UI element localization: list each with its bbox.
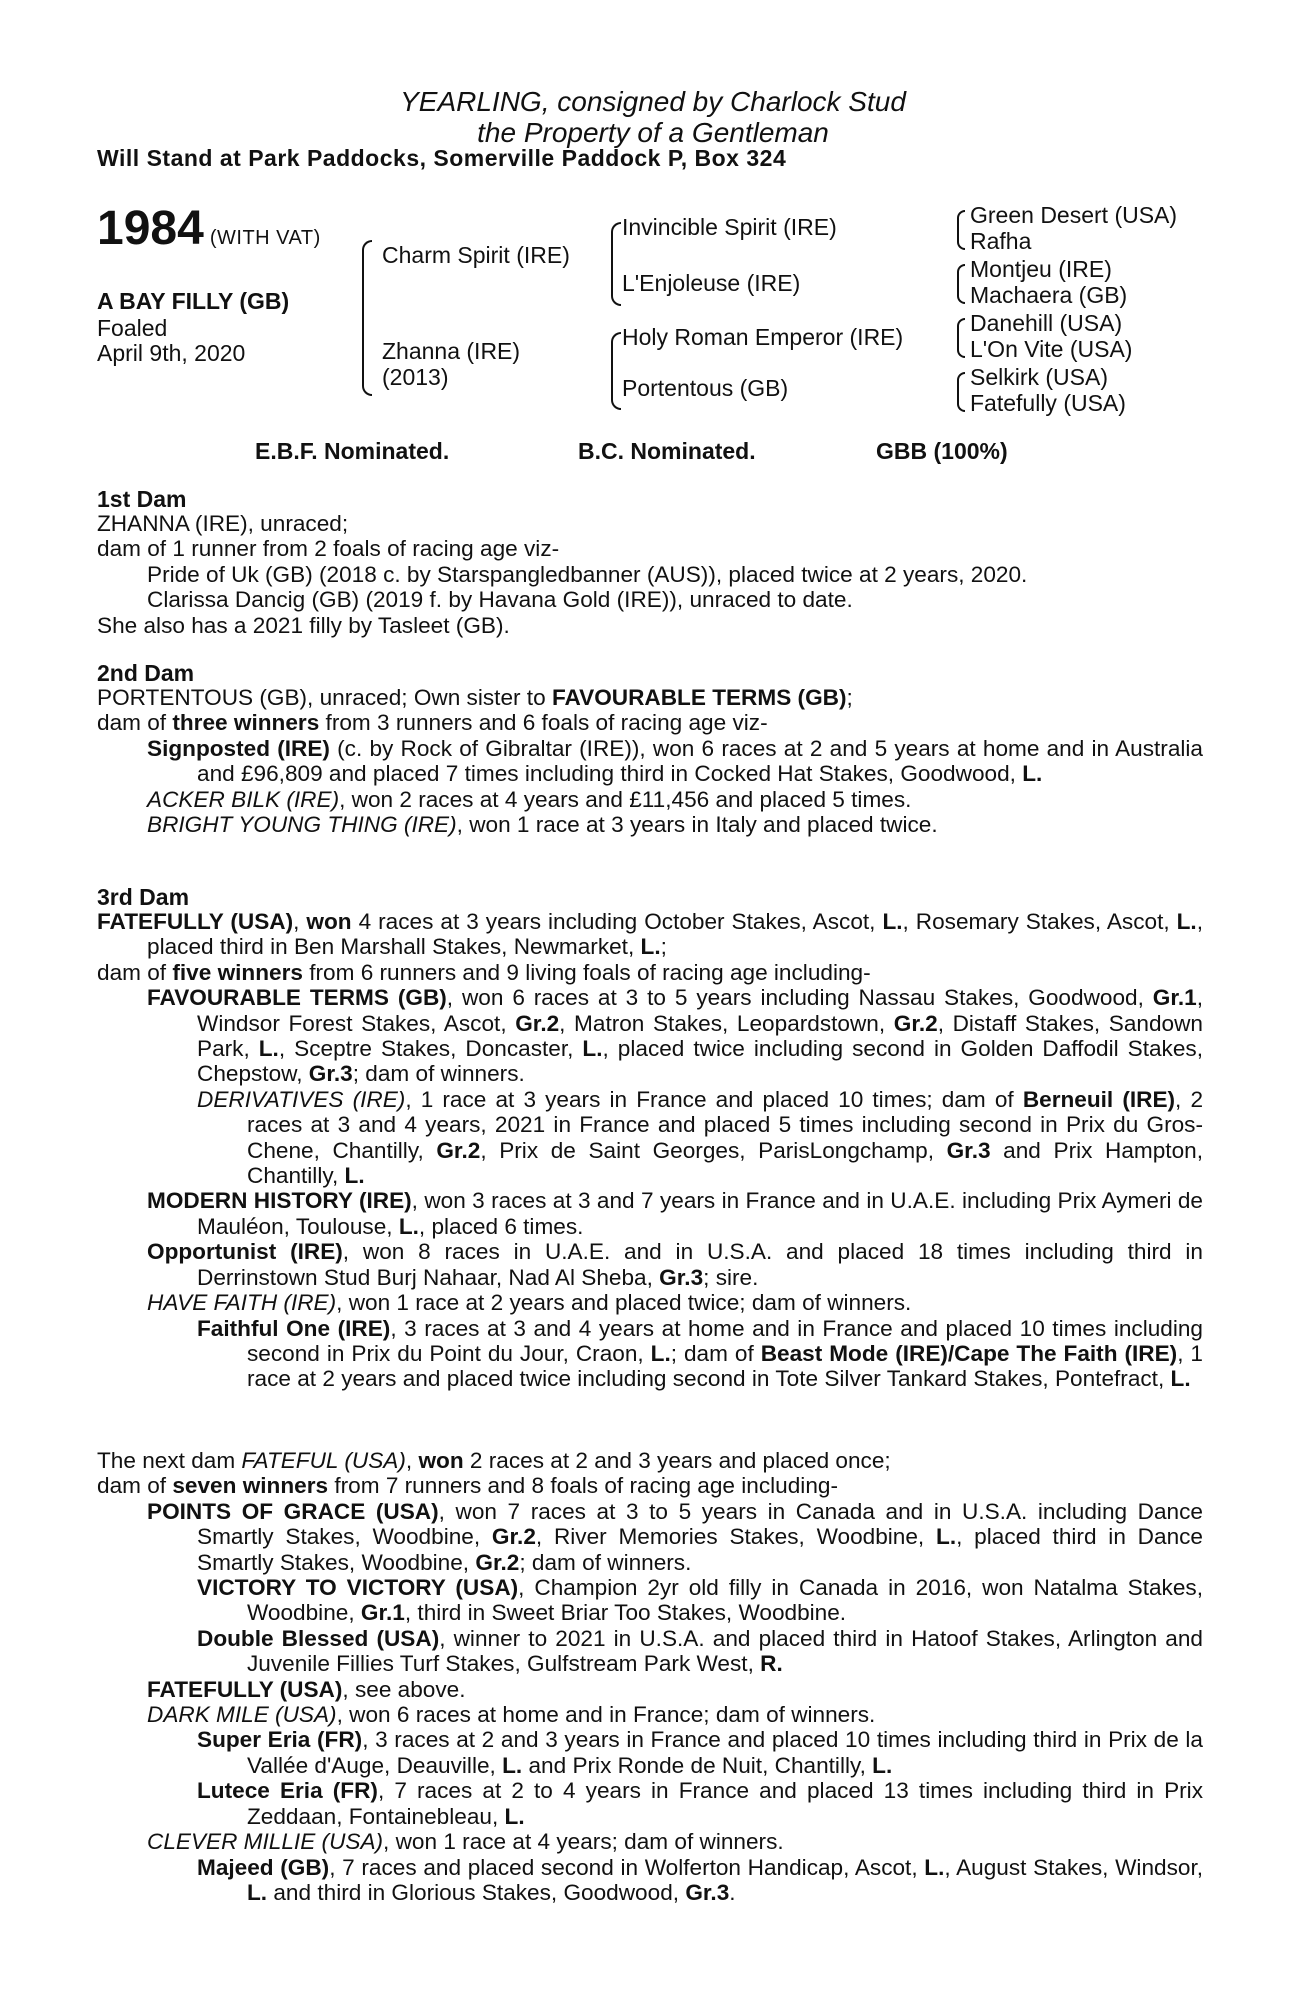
first-dam-produce: Pride of Uk (GB) (2018 c. by Starspangledbanner (AUS)), placed twice at 2 years, 2020. [147, 561, 1028, 587]
third-dam-line [97, 909, 1203, 960]
text-run: , 7 races and placed second in Wolferton Handicap, Ascot, [329, 1854, 925, 1880]
pedigree-sdd: Machaera (GB) [970, 282, 1128, 308]
text-run: , placed twice including second in Golden Daffodil Stakes, Chepstow, [197, 1036, 1203, 1087]
third-dam-text [97, 909, 1203, 1392]
text-run: DARK MILE (USA) [147, 1702, 337, 1728]
text-run: , Champion 2yr old filly in Canada in 2016, won Natalma Stakes, Woodbine, [247, 1575, 1203, 1626]
text-run: , 3 races at 3 and 4 years at home and in France and placed 10 times including second in Prix du Point du Jour, Craon, [247, 1315, 1203, 1366]
first-dam-line: She also has a 2021 filly by Tasleet (GB). [97, 612, 510, 638]
produce-entry [97, 1829, 1203, 1854]
pedigree-dsd: L'On Vite (USA) [970, 336, 1133, 362]
text-run: L. [872, 1752, 893, 1778]
text-run: L. [1022, 761, 1043, 787]
text-run: Gr.1 [360, 1600, 405, 1626]
text-run: dam of [97, 959, 173, 985]
first-dam-produce: Clarissa Dancig (GB) (2019 f. by Havana Gold (IRE)), unraced to date. [147, 587, 853, 613]
text-run: L. [398, 1213, 419, 1239]
produce-entry [97, 1188, 1203, 1239]
produce-entry [97, 736, 1203, 787]
first-dam-heading: 1st Dam [97, 486, 187, 512]
text-run: FATEFUL (USA) [241, 1448, 406, 1473]
text-run: . [729, 1879, 736, 1905]
text-run: Majeed (GB) [197, 1854, 330, 1880]
text-run: , placed third in Ben Marshall Stakes, Newmarket, [147, 909, 1203, 960]
text-run: L. [650, 1340, 671, 1366]
text-run: L. [502, 1752, 523, 1778]
ebf-nomination: E.B.F. Nominated. [255, 438, 450, 464]
text-run: seven winners [172, 1473, 329, 1499]
pedigree-sss: Green Desert (USA) [970, 202, 1178, 228]
pedigree-ssd: Rafha [970, 228, 1032, 254]
text-run: from 6 runners and 9 living foals of racing age including- [302, 959, 871, 985]
text-run: and Prix Ronde de Nuit, Chantilly, [522, 1752, 873, 1778]
pedigree-dss: Danehill (USA) [970, 310, 1123, 336]
produce-entry [97, 1290, 1203, 1315]
gbb-rating: GBB (100%) [876, 438, 1008, 464]
text-run: , Prix de Saint Georges, ParisLongchamp, [480, 1137, 947, 1163]
pedigree-sire-sire: Invincible Spirit (IRE) [622, 214, 837, 240]
text-run: , August Stakes, Windsor, [944, 1854, 1203, 1880]
pedigree-dam: Zhanna (IRE) [382, 338, 521, 364]
produce-entry [97, 1087, 1203, 1189]
second-dam-heading: 2nd Dam [97, 660, 195, 686]
text-run: Gr.2 [475, 1549, 520, 1575]
text-run: , won 8 races in U.A.E. and in U.S.A. and placed 18 times including third in Derrinstown Stud Burj Nahaar, Nad Al Sheba, [197, 1239, 1203, 1290]
bracket-sd [957, 264, 965, 304]
text-run: and Prix Hampton, Chantilly, [247, 1137, 1203, 1189]
text-run: L. [640, 934, 661, 960]
text-run: , 2 races at 3 and 4 years, 2021 in France and placed 5 times including second in Prix du Gros-Chene, Chantilly, [247, 1086, 1204, 1163]
text-run: , Sceptre Stakes, Doncaster, [278, 1036, 583, 1062]
text-run: (c. by Rock of Gibraltar (IRE)), won 6 races at 2 and 5 years at home and in Australia and £96,809 and placed 7 times including third in Cocked Hat Stakes, Goodwood, [197, 735, 1203, 787]
foaled-label: Foaled [97, 315, 168, 341]
produce-entry [97, 1677, 1203, 1702]
text-run: , won 1 race at 3 years in Italy and placed twice. [456, 812, 938, 838]
text-run: Double Blessed (USA) [197, 1625, 440, 1651]
produce-entry [97, 985, 1203, 1087]
horse-description: A BAY FILLY (GB) [97, 288, 290, 314]
text-run: L. [582, 1036, 603, 1062]
text-run: L. [504, 1803, 525, 1829]
text-run: Lutece Eria (FR) [197, 1778, 378, 1804]
text-run: ; dam of [670, 1340, 761, 1366]
vat-note: (WITH VAT) [209, 227, 321, 249]
text-run: and third in Glorious Stakes, Goodwood, [267, 1879, 686, 1905]
pedigree-ddd: Fatefully (USA) [970, 390, 1126, 416]
text-run: L. [258, 1036, 279, 1062]
produce-entry [97, 1316, 1203, 1392]
third-dam-line [97, 960, 1203, 985]
lot-number-value: 1984 [97, 202, 204, 255]
text-run: dam of [97, 1473, 173, 1499]
produce-entry [97, 812, 1203, 837]
first-dam-line: ZHANNA (IRE), unraced; [97, 511, 349, 536]
produce-entry [97, 787, 1203, 812]
text-run: , 7 races at 2 to 4 years in France and placed 13 times including third in Prix Zeddaan, Fontainebleau, [247, 1778, 1204, 1829]
third-dam-heading: 3rd Dam [97, 884, 190, 910]
property-line: the Property of a Gentleman [477, 117, 829, 148]
text-run: won [418, 1448, 464, 1473]
text-run: , 1 race at 2 years and placed twice including second in Tote Silver Tankard Stakes, Pontefract, [247, 1340, 1203, 1392]
text-run: DERIVATIVES (IRE) [197, 1086, 406, 1112]
bracket-ds [957, 318, 965, 358]
produce-entry [97, 1855, 1203, 1906]
text-run: , third in Sweet Briar Too Stakes, Woodbine. [404, 1600, 847, 1626]
text-run: Gr.3 [685, 1879, 730, 1905]
text-run: , Windsor Forest Stakes, Ascot, [197, 985, 1204, 1036]
bracket-ss [957, 210, 965, 250]
text-run: VICTORY TO VICTORY (USA) [197, 1575, 519, 1601]
text-run: POINTS OF GRACE (USA) [147, 1498, 439, 1524]
text-run: Gr.2 [436, 1137, 481, 1163]
text-run: dam of [97, 710, 173, 736]
text-run: ; sire. [703, 1264, 759, 1290]
text-run: L. [1176, 909, 1197, 934]
text-run: Gr.3 [946, 1137, 991, 1163]
bracket-sire [611, 222, 621, 306]
pedigree-sire-dam: L'Enjoleuse (IRE) [622, 270, 801, 296]
text-run: 4 races at 3 years including October Stakes, Ascot, [351, 909, 883, 934]
second-dam-line [97, 710, 1203, 735]
text-run: , see above. [342, 1676, 466, 1702]
text-run: , won 1 race at 4 years; dam of winners. [383, 1829, 784, 1855]
text-run: , 3 races at 2 and 3 years in France and placed 10 times including third in Prix de la Vallée d'Auge, Deauville, [247, 1727, 1203, 1778]
text-run: , 1 race at 3 years in France and placed 10 times; dam of [405, 1086, 1023, 1112]
text-run: , Matron Stakes, Leopardstown, [559, 1010, 894, 1036]
text-run: Gr.3 [308, 1061, 353, 1087]
bc-nomination: B.C. Nominated. [578, 438, 756, 464]
text-run: , won 6 races at 3 to 5 years including Nassau Stakes, Goodwood, [446, 985, 1153, 1011]
text-run: , Distaff Stakes, Sandown Park, [197, 1010, 1203, 1062]
text-run: from 3 runners and 6 foals of racing age viz- [319, 710, 768, 736]
text-run: L. [924, 1854, 945, 1880]
produce-entry [97, 1575, 1203, 1626]
pedigree-dam-year: (2013) [382, 364, 449, 390]
text-run: three winners [172, 710, 320, 736]
text-run: R. [760, 1651, 783, 1677]
pedigree-dds: Selkirk (USA) [970, 364, 1109, 390]
consignment-line: YEARLING, consigned by Charlock Stud [400, 86, 906, 117]
text-run: ; dam of winners. [519, 1549, 692, 1575]
text-run: , River Memories Stakes, Woodbine, [535, 1524, 937, 1550]
text-run: , won 3 races at 3 and 7 years in France and in U.A.E. including Prix Aymeri de Mauléon, Toulouse, [197, 1188, 1204, 1239]
text-run: L. [882, 909, 903, 934]
text-run: ; dam of winners. [352, 1061, 525, 1087]
text-run: Berneuil (IRE) [1022, 1086, 1176, 1112]
text-run: , won 7 races at 3 to 5 years in Canada and in U.S.A. including Dance Smartly Stakes, Woodbine, [197, 1498, 1203, 1550]
text-run: , placed third in Dance Smartly Stakes, Woodbine, [197, 1524, 1203, 1575]
text-run: FATEFULLY (USA) [97, 909, 294, 934]
text-run: Opportunist (IRE) [147, 1239, 343, 1265]
text-run: five winners [172, 959, 303, 985]
text-run: FAVOURABLE TERMS (GB) [147, 985, 447, 1011]
produce-entry [97, 1499, 1203, 1575]
text-run: ; [660, 934, 667, 960]
text-run: , won 1 race at 2 years and placed twice; dam of winners. [336, 1290, 912, 1316]
next-dam-line [97, 1473, 1203, 1498]
stand-location: Will Stand at Park Paddocks, Somerville Paddock P, Box 324 [97, 145, 787, 171]
text-run: , placed 6 times. [418, 1213, 584, 1239]
pedigree-sire: Charm Spirit (IRE) [382, 242, 570, 268]
text-run: BRIGHT YOUNG THING (IRE) [147, 812, 457, 838]
text-run: Gr.2 [491, 1524, 536, 1550]
pedigree-sds: Montjeu (IRE) [970, 256, 1112, 282]
text-run: L. [247, 1879, 268, 1905]
second-dam-line [97, 685, 1203, 710]
text-run: Beast Mode (IRE)/Cape The Faith (IRE) [760, 1340, 1178, 1366]
text-run: FATEFULLY (USA) [147, 1676, 343, 1702]
text-run: , [293, 909, 307, 934]
pedigree-dam-sire: Holy Roman Emperor (IRE) [622, 324, 904, 350]
text-run: PORTENTOUS (GB), unraced; Own sister to [97, 685, 552, 710]
bracket-dd [957, 372, 965, 412]
text-run: Gr.2 [893, 1010, 938, 1036]
text-run: The next dam [97, 1448, 242, 1473]
text-run: from 7 runners and 8 foals of racing age including- [328, 1473, 838, 1499]
text-run: 2 races at 2 and 3 years and placed once; [463, 1448, 891, 1473]
produce-entry [97, 1239, 1203, 1290]
text-run: , won 2 races at 4 years and £11,456 and placed 5 times. [339, 786, 912, 812]
text-run: L. [344, 1163, 365, 1189]
text-run: L. [936, 1524, 957, 1550]
text-run: Gr.2 [515, 1010, 560, 1036]
text-run: Faithful One (IRE) [197, 1315, 391, 1341]
text-run: Signposted (IRE) [147, 735, 330, 761]
produce-entry [97, 1778, 1203, 1829]
first-dam-line: dam of 1 runner from 2 foals of racing age viz- [97, 536, 560, 562]
first-dam-text [97, 511, 1203, 638]
text-run: , Rosemary Stakes, Ascot, [902, 909, 1177, 934]
second-dam-text [97, 685, 1203, 837]
text-run: , won 6 races at home and in France; dam of winners. [336, 1702, 876, 1728]
text-run: L. [1170, 1366, 1191, 1392]
text-run: HAVE FAITH (IRE) [147, 1290, 337, 1316]
pedigree-dam-dam: Portentous (GB) [622, 375, 789, 401]
bracket-dam [611, 332, 621, 410]
text-run: Gr.3 [659, 1264, 704, 1290]
text-run: ; [846, 685, 853, 710]
bracket-gen1 [362, 240, 372, 396]
text-run: FAVOURABLE TERMS (GB) [551, 685, 847, 710]
foaled-date: April 9th, 2020 [97, 340, 246, 366]
text-run: , winner to 2021 in U.S.A. and placed third in Hatoof Stakes, Arlington and Juvenile Fillies Turf Stakes, Gulfstream Park West, [247, 1625, 1203, 1677]
next-dam-line [97, 1448, 1203, 1473]
produce-entry [97, 1702, 1203, 1727]
next-dam-text [97, 1448, 1203, 1905]
text-run: MODERN HISTORY (IRE) [147, 1188, 412, 1214]
produce-entry [97, 1727, 1203, 1778]
text-run: CLEVER MILLIE (USA) [147, 1829, 384, 1855]
text-run: , [405, 1448, 419, 1473]
lot-number [97, 204, 321, 263]
text-run: Super Eria (FR) [197, 1727, 363, 1753]
text-run: ACKER BILK (IRE) [147, 786, 340, 812]
produce-entry [97, 1626, 1203, 1677]
text-run: Gr.1 [1152, 985, 1197, 1011]
text-run: won [306, 909, 352, 934]
